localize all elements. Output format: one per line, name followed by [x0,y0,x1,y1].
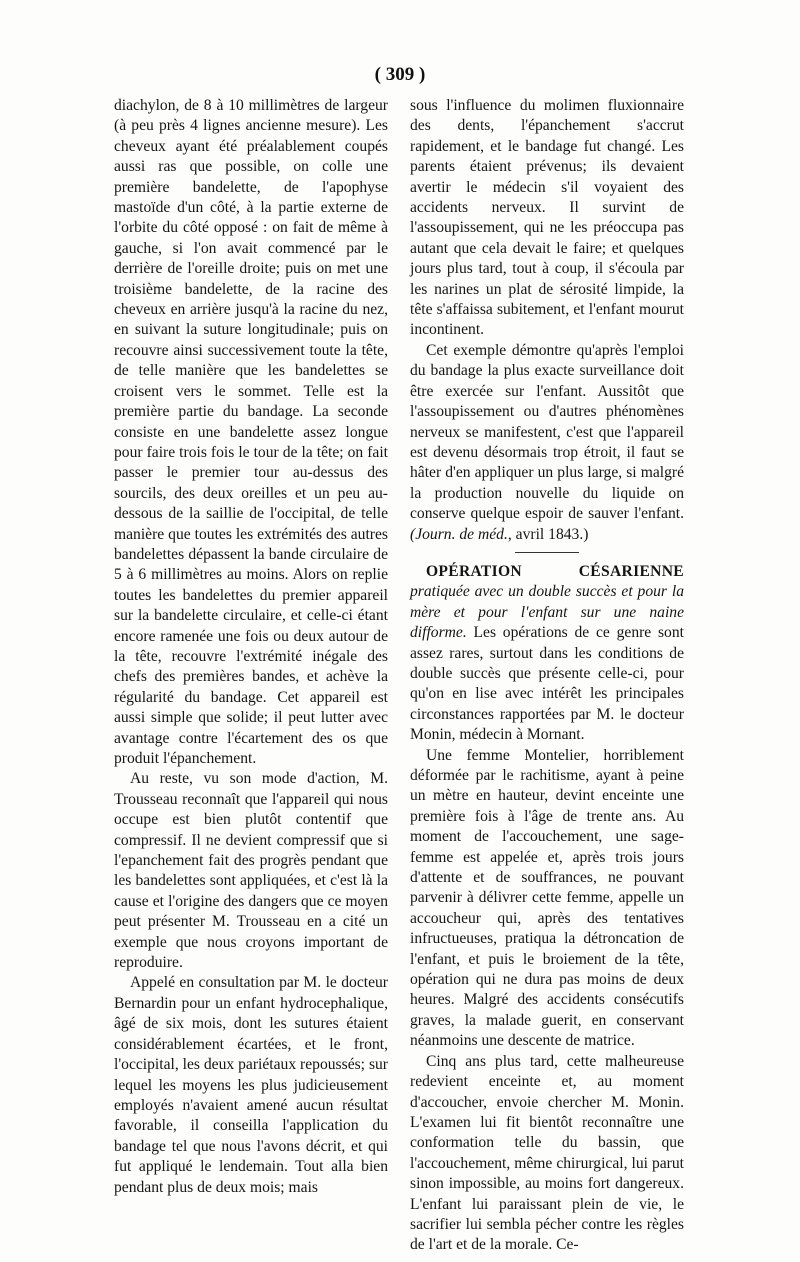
page-number: ( 309 ) [374,64,426,85]
article-heading-paragraph [410,562,684,746]
right-paragraph-2-text: Cet exemple démontre qu'après l'emploi du bandage la plus exacte surveillance doit être exercée sur l'enfant. Aussitôt que l'assoupissement ou d'autres phénomènes nerveux se manifestent, c'est que l'appareil est devenu désormais trop étroit, il faut se hâter d'en appliquer un plus large, si malgré la production nouvelle du liquide on conserve quelque espoir de sauver l'enfant. [410,341,684,523]
citation-source: (Journ. de méd. [410,525,508,543]
right-paragraph-5: Cinq ans plus tard, cette malheureuse redevient enceinte et, au moment d'accoucher, envoie chercher M. Monin. L'examen lui fit bientôt reconnaître une conformation telle du bassin, que l'accouchement, même chirurgical, lui parut sinon impossible, au moins fort dangereux. L'enfant lui paraissant plein de vie, le sacrifier lui sembla pécher contre les règles de l'art et de la morale. Ce- [410,1052,684,1254]
citation [410,526,588,543]
right-column [410,96,684,1256]
left-paragraph-2: Au reste, vu son mode d'action, M. Trousseau reconnaît que l'appareil qui nous occupe est bien plutôt contentif que compressif. Il ne devient compressif que si l'epanchement fait des progrès pendant que les bandelettes sont appliquées, et c'est là la cause et l'origine des dangers que ce moyen peut présenter M. Trousseau en a cité un exemple que nous croyons important de reproduire. [114,770,388,972]
article-heading: OPÉRATION CÉSARIENNE [426,562,684,580]
article-heading-italic: pratiquée avec un double succès et pour la mère et pour l'enfant sur une naine difforme. [410,583,684,642]
right-paragraph-4: Une femme Montelier, horriblement déformée par le rachitisme, ayant à peine un mètre en hauteur, devint enceinte une première fois à l'âge de trente ans. Au moment de l'accouchement, une sage-femme est appelée et, après trois jours d'attente et de souffrances, ne pouvant parvenir à délivrer cette femme, appelle un accoucheur qui, après des tentatives infructueuses, pratiqua la détroncation de l'enfant, et puis le broiement de la tête, opération qui ne dura pas moins de deux heures. Malgré des accidents consécutifs graves, la malade guerit, en conservant néanmoins une descente de matrice. [410,746,684,1050]
left-paragraph-1: diachylon, de 8 à 10 millimètres de largeur (à peu près 4 lignes ancienne mesure). Les cheveux ayant été préalablement coupés aussi ras que possible, on colle une première bandelette, de l'apophyse mastoïde d'un côté, à la partie externe de l'orbite du côté opposé : on fait de même à gauche, si l'on avait commencé par le derrière de l'oreille droite; puis on met une troisième bandelette, de la racine des cheveux en arrière jusqu'à la racine du nez, en suivant la suture longitudinale; puis on recouvre ainsi successivement toute la tête, de telle manière que les bandelettes se croisent vers le sommet. Telle est la première partie du bandage. La seconde consiste en une bandelette assez longue pour faire trois fois le tour de la tête; on fait passer le premier tour au-dessus des sourcils, des deux oreilles et un peu au-dessous de la saillie de l'occipital, de telle manière que toutes les extrémités des autres bandelettes dépassent la bande circulaire de 5 à 6 millimètres au moins. Alors on replie toutes les bandelettes du premier appareil sur la bandelette circulaire, et celle-ci étant encore ramenée une fois ou deux autour de la tête, recouvre l'extrémité inégale des chefs des premières bandes, et achève la régularité du bandage. Cet appareil est aussi simple que solide; il peut lutter avec avantage contre l'écartement des os que produit l'épanchement. [114,97,388,767]
citation-date: , avril 1843.) [507,525,589,543]
article-intro: Les opérations de ce genre sont assez rares, surtout dans les conditions de double succès que présente celle-ci, pour qu'on en lise avec intérêt les principales circonstances rapportées par M. le docteur Monin, médecin à Mornant. [410,624,684,744]
left-paragraph-3: Appelé en consultation par M. le docteur Bernardin pour un enfant hydrocephalique, âgé de six mois, dont les sutures étaient considérablement écartées, et le front, l'occipital, les deux pariétaux repoussés; sur lequel les moyens les plus judicieusement employés n'avaient amené aucun résultat favorable, il conseilla l'application du bandage tel que nous l'avons décrit, et qui fut appliqué le lendemain. Tout alla bien pendant plus de deux mois; mais [114,974,388,1196]
left-column [114,96,388,1198]
right-paragraph-1: sous l'influence du molimen fluxionnaire des dents, l'épanchement s'accrut rapidement, et le bandage fut changé. Les parents étaient prévenus; ils devaient avertir le médecin s'il voyaient des accidents nerveux. Il survint de l'assoupissement, qui ne les préoccupa pas autant que cela devait le faire; et quelques jours plus tard, tout à coup, il s'écoula par les narines un plat de sérosité limpide, la tête s'affaissa subitement, et l'enfant mourut incontinent. [410,97,684,339]
right-paragraph-2 [410,341,684,545]
section-divider [515,552,579,553]
